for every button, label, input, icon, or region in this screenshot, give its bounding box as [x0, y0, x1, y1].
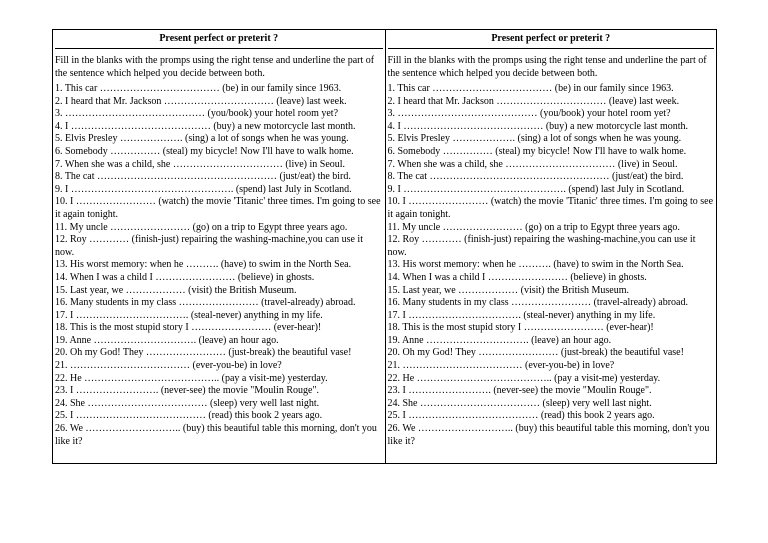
exercise-item: 22. He ………………………………….. (pay a visit-me) yesterday. — [55, 372, 328, 384]
exercise-item: 5. Elvis Presley ………………. (sing) a lot of songs when he was young. — [387, 133, 682, 145]
exercise-item: 23. I ……………………. (never-see) the movie "Moulin Rouge". — [55, 385, 320, 397]
exercise-item: 15. Last year, we ……………… (visit) the British Museum. — [55, 284, 297, 296]
exercise-item: 18. This is the most stupid story I …………………… (ever-hear)! — [55, 322, 322, 334]
exercise-item: 25. I ………………………………… (read) this book 2 years ago. — [55, 410, 323, 422]
exercise-item: 21. ……………………………… (ever-you-be) in love? — [387, 360, 615, 372]
worksheet-table — [52, 29, 717, 464]
exercise-item: 22. He ………………………………….. (pay a visit-me) yesterday. — [387, 372, 661, 384]
exercise-item: 3. …………………………………… (you/book) your hotel room yet? — [387, 108, 671, 120]
exercise-item: 15. Last year, we ……………… (visit) the British Museum. — [387, 284, 630, 296]
exercise-item: 20. Oh my God! They …………………… (just-break) the beautiful vase! — [55, 347, 352, 359]
exercise-item: 20. Oh my God! They …………………… (just-break) the beautiful vase! — [387, 347, 684, 359]
exercise-item: 12. Roy ………… (finish-just) repairing the washing-machine,you can use it now. — [55, 234, 366, 258]
exercise-item: 10. I …………………… (watch) the movie 'Titanic' three times. I'm going to see it again tonight. — [387, 196, 716, 220]
exercise-item: 23. I ……………………. (never-see) the movie "Moulin Rouge". — [387, 385, 652, 397]
exercise-item: 11. My uncle …………………… (go) on a trip to Egypt three years ago. — [387, 221, 680, 233]
exercise-item: 8. The cat ……………………………………………… (just/eat) the bird. — [387, 171, 684, 183]
exercise-item: 17. I ……………………………. (steal-never) anything in my life. — [387, 309, 656, 321]
exercise-item: 25. I ………………………………… (read) this book 2 years ago. — [387, 410, 655, 422]
exercise-item: 14. When I was a child I …………………… (believe) in ghosts. — [387, 271, 647, 283]
exercise-item: 16. Many students in my class …………………… (travel-already) abroad. — [55, 297, 356, 309]
worksheet-column-right — [385, 30, 717, 463]
exercise-item: 4. I …………………………………… (buy) a new motorcycle last month. — [387, 120, 689, 132]
exercise-item: 10. I …………………… (watch) the movie 'Titanic' three times. I'm going to see it again tonight. — [55, 196, 384, 220]
exercise-item: 21. ……………………………… (ever-you-be) in love? — [55, 360, 282, 372]
exercise-item: 2. I heard that Mr. Jackson …………………………… (leave) last week. — [387, 95, 680, 107]
exercise-item: 12. Roy ………… (finish-just) repairing the washing-machine,you can use it now. — [387, 234, 698, 258]
exercise-item: 1. This car ……………………………… (be) in our family since 1963. — [387, 83, 674, 94]
exercise-item: 17. I ……………………………. (steal-never) anything in my life. — [55, 309, 323, 321]
exercise-item: 26. We ……………………….. (buy) this beautiful table this morning, don't you like it? — [387, 423, 712, 447]
exercise-item: 13. His worst memory: when he ………. (have) to swim in the North Sea. — [55, 259, 352, 271]
exercise-item: 5. Elvis Presley ………………. (sing) a lot of songs when he was young. — [55, 133, 349, 145]
worksheet-title: Present perfect or preterit ? — [388, 32, 715, 49]
exercise-item: 19. Anne …………………………. (leave) an hour ago. — [55, 334, 279, 346]
exercise-list — [388, 83, 715, 448]
exercise-list — [55, 83, 383, 448]
exercise-item: 3. …………………………………… (you/book) your hotel room yet? — [55, 108, 339, 120]
exercise-item: 7. When she was a child, she …………………………… (live) in Seoul. — [55, 158, 346, 170]
exercise-item: 19. Anne …………………………. (leave) an hour ago. — [387, 334, 612, 346]
exercise-item: 13. His worst memory: when he ………. (have) to swim in the North Sea. — [387, 259, 684, 271]
exercise-item: 14. When I was a child I …………………… (believe) in ghosts. — [55, 271, 315, 283]
exercise-item: 9. I …………………………………………. (spend) last July in Scotland. — [55, 183, 352, 195]
exercise-item: 6. Somebody …………… (steal) my bicycle! Now I'll have to walk home. — [387, 145, 687, 157]
exercise-item: 4. I …………………………………… (buy) a new motorcycle last month. — [55, 120, 356, 132]
exercise-item: 7. When she was a child, she …………………………… (live) in Seoul. — [387, 158, 678, 170]
exercise-item: 2. I heard that Mr. Jackson …………………………… (leave) last week. — [55, 95, 347, 107]
worksheet-instructions: Fill in the blanks with the promps using the right tense and underline the part of the sentence which helped you decide between both. — [387, 55, 707, 79]
exercise-item: 18. This is the most stupid story I …………………… (ever-hear)! — [387, 322, 654, 334]
exercise-item: 11. My uncle …………………… (go) on a trip to Egypt three years ago. — [55, 221, 348, 233]
worksheet-instructions: Fill in the blanks with the promps using the right tense and underline the part of the sentence which helped you decide between both. — [55, 55, 375, 79]
worksheet-title: Present perfect or preterit ? — [55, 32, 383, 49]
exercise-item: 24. She ……………………………… (sleep) very well last night. — [55, 397, 320, 409]
exercise-item: 26. We ……………………….. (buy) this beautiful table this morning, don't you like it? — [55, 423, 380, 447]
exercise-item: 6. Somebody …………… (steal) my bicycle! Now I'll have to walk home. — [55, 145, 354, 157]
exercise-item: 24. She ……………………………… (sleep) very well last night. — [387, 397, 652, 409]
exercise-item: 8. The cat ……………………………………………… (just/eat) the bird. — [55, 171, 351, 183]
exercise-item: 1. This car ……………………………… (be) in our family since 1963. — [55, 83, 342, 94]
exercise-item: 9. I …………………………………………. (spend) last July in Scotland. — [387, 183, 685, 195]
worksheet-column-left — [53, 30, 385, 463]
exercise-item: 16. Many students in my class …………………… (travel-already) abroad. — [387, 297, 688, 309]
